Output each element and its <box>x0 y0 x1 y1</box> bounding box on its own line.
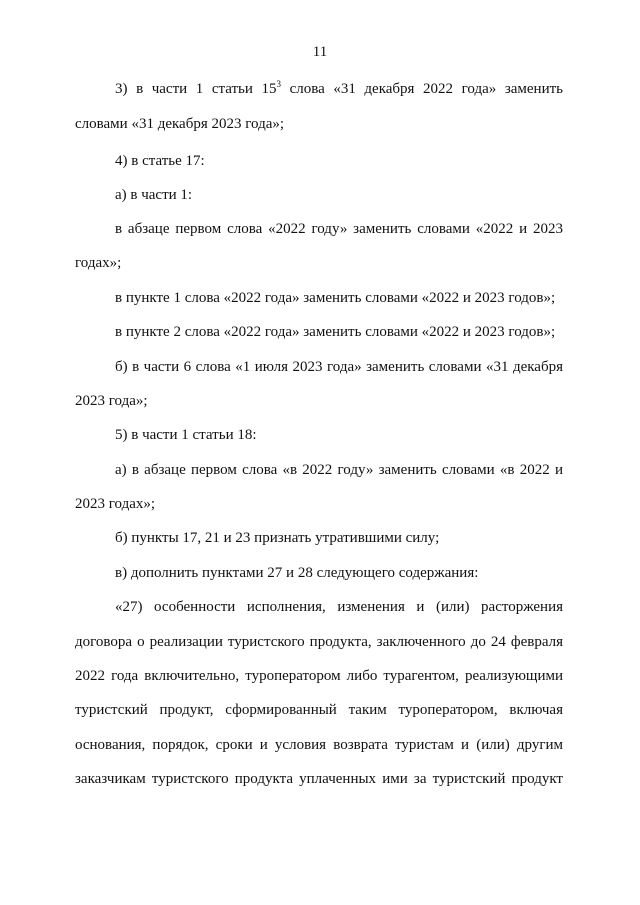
paragraph-line: в абзаце первом слова «2022 году» заменить словами «2022 и 2023 <box>115 221 563 237</box>
line-text: 3) в части 1 статьи 15 <box>115 81 277 97</box>
paragraph-line: 2023 годах»; <box>75 496 156 512</box>
paragraph-line: в) дополнить пунктами 27 и 28 следующего содержания: <box>115 565 479 581</box>
line-text: слова «31 декабря 2022 года» заменить <box>281 81 564 97</box>
paragraph-line: договора о реализации туристского продукта, заключенного до 24 февраля <box>75 634 563 650</box>
superscript: 3 <box>276 79 281 89</box>
paragraph-line: основания, порядок, сроки и условия возврата туристам и (или) другим <box>75 737 563 753</box>
paragraph-line: годах»; <box>75 255 122 271</box>
paragraph-line: б) в части 6 слова «1 июля 2023 года» заменить словами «31 декабря <box>115 359 563 375</box>
paragraph-line: заказчикам туристского продукта уплаченных ими за туристский продукт <box>75 771 563 787</box>
paragraph-line: словами «31 декабря 2023 года»; <box>75 116 285 132</box>
paragraph-line: 5) в части 1 статьи 18: <box>115 427 257 443</box>
paragraph-line: 2023 года»; <box>75 393 148 409</box>
paragraph-line: «27) особенности исполнения, изменения и (или) расторжения <box>115 599 563 615</box>
paragraph-line: а) в абзаце первом слова «в 2022 году» заменить словами «в 2022 и <box>115 462 563 478</box>
page-number: 11 <box>312 44 328 60</box>
paragraph-line: туристский продукт, сформированный таким туроператором, включая <box>75 702 563 718</box>
paragraph-line: 2022 года включительно, туроператором либо турагентом, реализующими <box>75 668 563 684</box>
paragraph-line: в пункте 2 слова «2022 года» заменить словами «2022 и 2023 годов»; <box>115 324 556 340</box>
paragraph-line <box>115 79 563 99</box>
paragraph-line: в пункте 1 слова «2022 года» заменить словами «2022 и 2023 годов»; <box>115 290 556 306</box>
paragraph-line: б) пункты 17, 21 и 23 признать утратившими силу; <box>115 530 440 546</box>
paragraph-line: 4) в статье 17: <box>115 153 205 169</box>
paragraph-line: а) в части 1: <box>115 187 193 203</box>
